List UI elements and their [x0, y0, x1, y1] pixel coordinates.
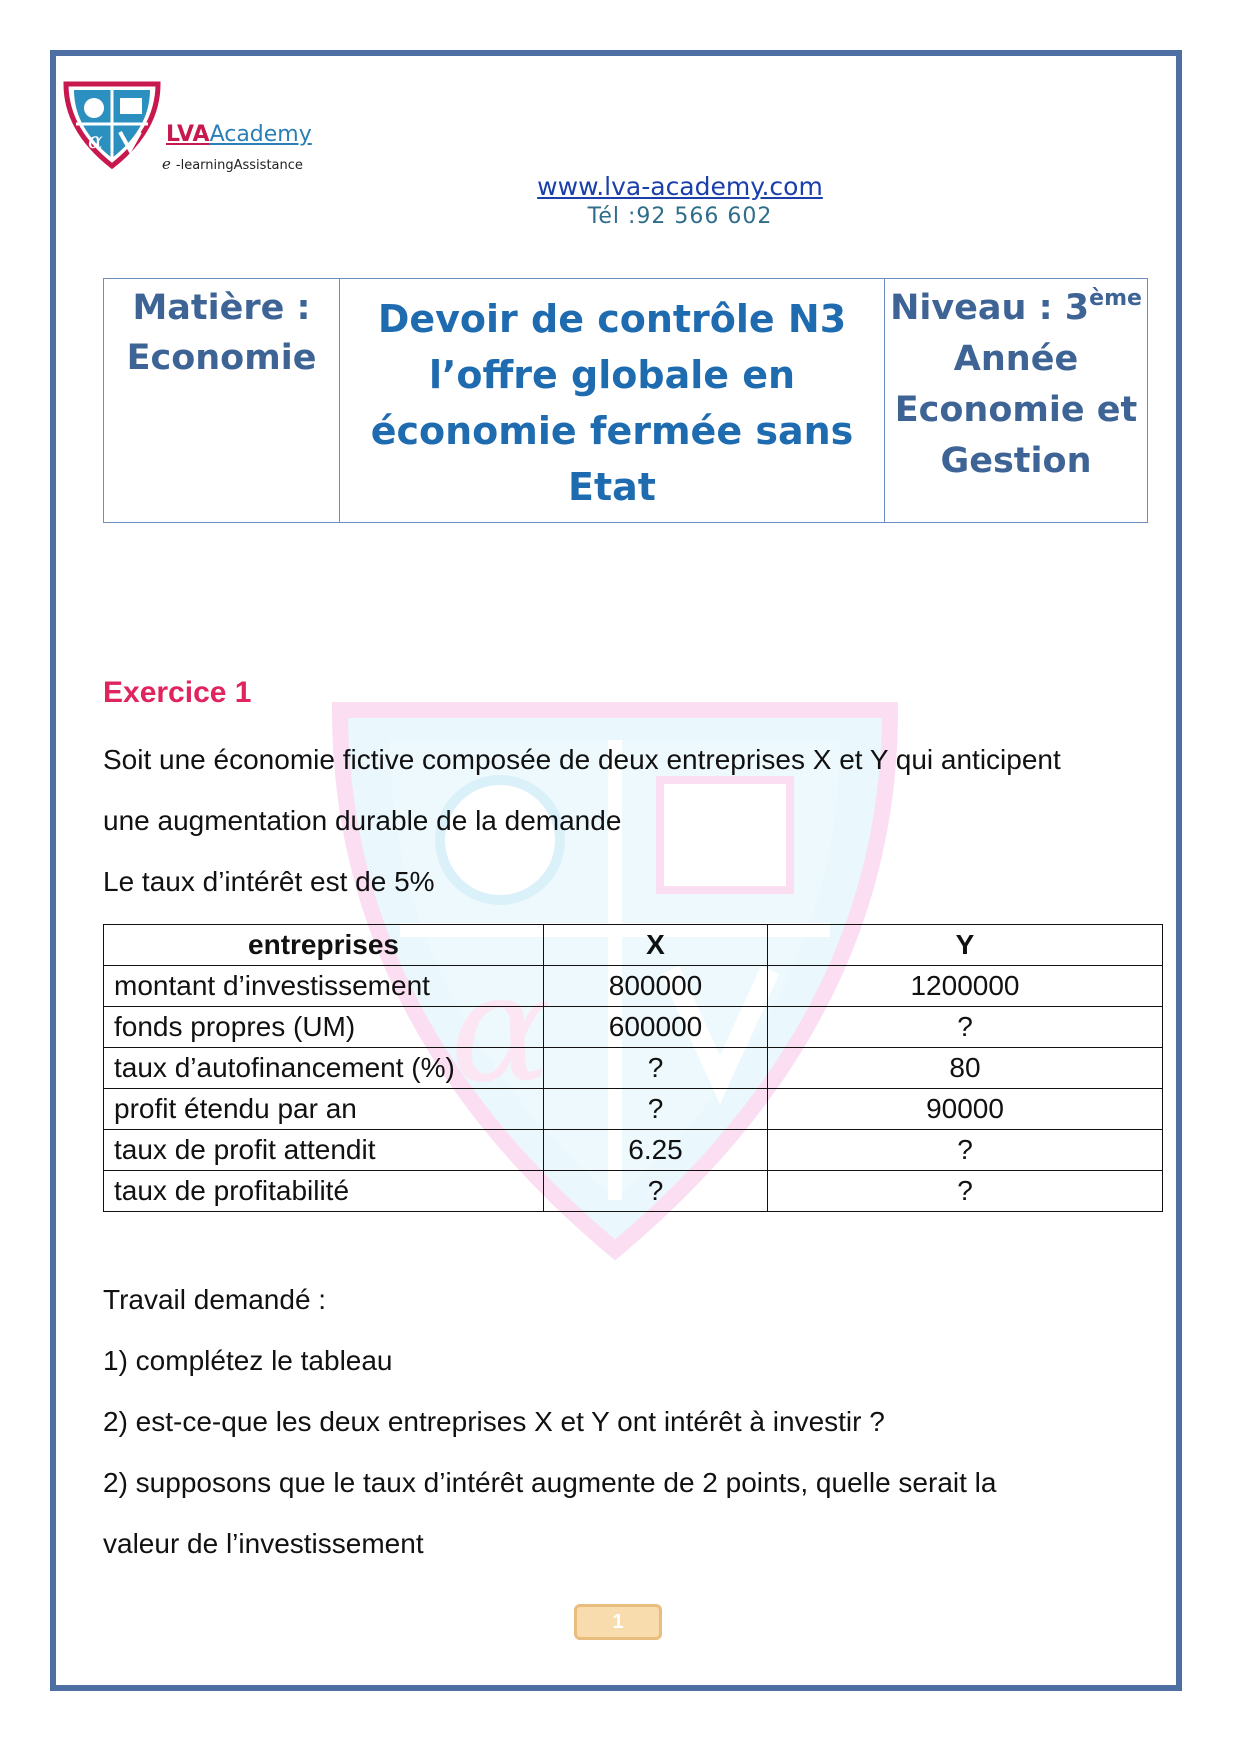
lva-academy-logo	[58, 80, 166, 170]
cell-x: 600000	[544, 1007, 768, 1048]
row-label: profit étendu par an	[104, 1089, 544, 1130]
phone-number: Tél :92 566 602	[587, 204, 773, 229]
table-row	[104, 1089, 1163, 1130]
task-item: 2) supposons que le taux d’intérêt augmente de 2 points, quelle serait la	[103, 1467, 997, 1498]
title-cell: Devoir de contrôle N3 l’offre globale en économie fermée sans Etat	[340, 279, 885, 523]
cell-y: ?	[768, 1130, 1163, 1171]
row-label: taux d’autofinancement (%)	[104, 1048, 544, 1089]
task-item: 1) complétez le tableau	[103, 1345, 393, 1376]
task-item: valeur de l’investissement	[103, 1528, 424, 1559]
level-cell: Niveau : 3ème Année Economie et Gestion	[885, 279, 1148, 523]
interest-rate-text: Le taux d’intérêt est de 5%	[103, 866, 435, 897]
table-row	[104, 1048, 1163, 1089]
table-row	[104, 966, 1163, 1007]
cell-y: ?	[768, 1171, 1163, 1212]
page-title: Devoir de contrôle N3	[377, 297, 847, 341]
column-header: X	[544, 925, 768, 966]
task-item: 2) est-ce-que les deux entreprises X et Y ont intérêt à investir ?	[103, 1406, 885, 1437]
subject-cell: Matière : Economie	[104, 279, 340, 523]
table-row	[104, 1007, 1163, 1048]
cell-y: 90000	[768, 1089, 1163, 1130]
exercise-intro-line1: Soit une économie fictive composée de deux entreprises X et Y qui anticipent	[103, 744, 1061, 775]
cell-x: 6.25	[544, 1130, 768, 1171]
table-row	[104, 1171, 1163, 1212]
column-header: Y	[768, 925, 1163, 966]
tasks-heading: Travail demandé :	[103, 1284, 327, 1315]
cell-y: 1200000	[768, 966, 1163, 1007]
header-table	[103, 278, 1148, 523]
column-header: entreprises	[104, 925, 544, 966]
cell-x: ?	[544, 1089, 768, 1130]
data-table	[103, 924, 1163, 1212]
svg-text:α: α	[450, 942, 552, 1116]
cell-y: ?	[768, 1007, 1163, 1048]
table-row	[104, 1130, 1163, 1171]
brand-name: LVAAcademy	[166, 122, 312, 147]
table-header-row	[104, 925, 1163, 966]
cell-y: 80	[768, 1048, 1163, 1089]
cell-x: ?	[544, 1048, 768, 1089]
exercise-title: Exercice 1	[103, 676, 252, 709]
svg-text:α: α	[88, 129, 103, 154]
row-label: montant d’investissement	[104, 966, 544, 1007]
row-label: taux de profit attendit	[104, 1130, 544, 1171]
cell-x: ?	[544, 1171, 768, 1212]
cell-x: 800000	[544, 966, 768, 1007]
website-link[interactable]: www.lva-academy.com	[537, 172, 823, 201]
page-number-badge: 1	[574, 1604, 662, 1640]
brand-tagline: e -learningAssistance	[162, 155, 303, 173]
exercise-intro-line2: une augmentation durable de la demande	[103, 805, 622, 836]
row-label: taux de profitabilité	[104, 1171, 544, 1212]
row-label: fonds propres (UM)	[104, 1007, 544, 1048]
